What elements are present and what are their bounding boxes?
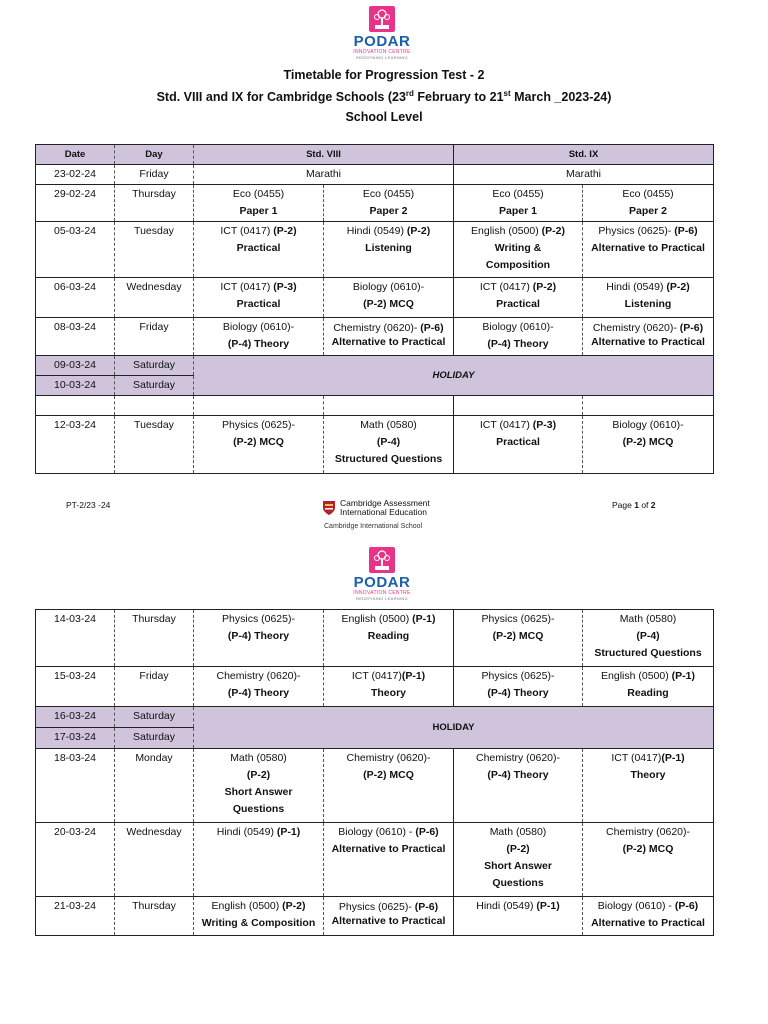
subject-cell: English (0500) (P-1) Reading [324,610,454,667]
cambridge-line3: Cambridge International School [324,523,423,530]
subject-cell: Chemistry (0620)- (P-4) Theory [454,749,583,823]
subject-cell: Marathi [454,165,714,185]
subject-cell: English (0500) (P-1) Reading [583,667,714,707]
timetable-page1 [35,144,714,474]
subject-cell: Chemistry (0620)- (P-2) MCQ [324,749,454,823]
table-row [36,667,714,707]
day-cell: Tuesday [115,222,194,278]
table-row [36,707,714,728]
subject-cell: Hindi (0549) (P-2) Listening [583,278,714,318]
subject-cell: Physics (0625)- (P-6) Alternative to Practical [324,897,454,936]
date-cell: 05-03-24 [36,222,115,278]
subject-cell: ICT (0417) (P-2) Practical [454,278,583,318]
logo-brand: PODAR [353,574,411,591]
subject-cell: Biology (0610)- (P-2) MCQ [583,416,714,474]
day-cell: Thursday [115,897,194,936]
title-line3: School Level [345,110,423,124]
subject-cell: English (0500) (P-2) Writing & Composition [194,897,324,936]
cambridge-shield-icon [322,500,336,516]
table-row [36,222,714,278]
day-cell: Friday [115,318,194,356]
day-cell: Saturday [115,707,194,728]
subject-cell: Biology (0610) - (P-6) Alternative to Practical [324,823,454,897]
day-cell: Wednesday [115,823,194,897]
day-cell: Wednesday [115,278,194,318]
podar-logo-page2 [340,547,424,601]
subject-cell: Physics (0625)- (P-6) Alternative to Practical [583,222,714,278]
table-row [36,185,714,222]
cambridge-line1: Cambridge Assessment [340,498,430,508]
day-cell: Thursday [115,610,194,667]
date-cell: 09-03-24 [36,356,115,376]
date-cell: 23-02-24 [36,165,115,185]
header-std9: Std. IX [454,145,714,165]
tree-icon [369,6,395,32]
subject-cell: Physics (0625)- (P-2) MCQ [454,610,583,667]
subject-cell: Eco (0455) Paper 2 [324,185,454,222]
subject-cell: Math (0580) (P-4) Structured Questions [324,416,454,474]
table-row [36,897,714,936]
subject-cell: Chemistry (0620)- (P-6) Alternative to Practical [324,318,454,356]
page-number: Page 1 of 2 [612,500,656,510]
header-row [36,145,714,165]
subject-cell: Eco (0455) Paper 2 [583,185,714,222]
subject-cell: ICT (0417) (P-2) Practical [194,222,324,278]
date-cell: 15-03-24 [36,667,115,707]
subject-cell: Math (0580) (P-4) Structured Questions [583,610,714,667]
logo-brand: PODAR [353,33,411,50]
podar-logo [340,6,424,60]
header-date: Date [36,145,115,165]
logo-subtitle: INNOVATION CENTRE [353,590,411,596]
subject-cell: Math (0580) (P-2) Short Answer Questions [194,749,324,823]
subject-cell: Physics (0625)- (P-4) Theory [194,610,324,667]
tree-icon [369,547,395,573]
subject-cell: Eco (0455) Paper 1 [194,185,324,222]
table-row [36,610,714,667]
subject-cell: Biology (0610) - (P-6) Alternative to Practical [583,897,714,936]
date-cell: 08-03-24 [36,318,115,356]
subject-cell: English (0500) (P-2) Writing & Composition [454,222,583,278]
subject-cell: ICT (0417) (P-3) Practical [454,416,583,474]
title-line2: Std. VIII and IX for Cambridge Schools (23rd February to 21st March _2023-24) [156,89,612,105]
logo-tagline: REDEFINING LEARNING [356,55,408,60]
subject-cell: Biology (0610)- (P-2) MCQ [324,278,454,318]
date-cell: 16-03-24 [36,707,115,728]
logo-tagline: REDEFINING LEARNING [356,596,408,601]
date-cell: 10-03-24 [36,376,115,396]
header-std8: Std. VIII [194,145,454,165]
day-cell: Friday [115,667,194,707]
date-cell: 29-02-24 [36,185,115,222]
date-cell: 20-03-24 [36,823,115,897]
date-cell: 06-03-24 [36,278,115,318]
subject-cell: ICT (0417)(P-1) Theory [583,749,714,823]
table-row [36,165,714,185]
doc-code: PT-2/23 -24 [66,500,111,510]
header-day: Day [115,145,194,165]
subject-cell: Chemistry (0620)- (P-6) Alternative to Practical [583,318,714,356]
date-cell: 18-03-24 [36,749,115,823]
subject-cell: ICT (0417)(P-1) Theory [324,667,454,707]
subject-cell: Chemistry (0620)- (P-2) MCQ [583,823,714,897]
subject-cell: Eco (0455) Paper 1 [454,185,583,222]
day-cell: Saturday [115,728,194,749]
day-cell: Monday [115,749,194,823]
holiday-label: HOLIDAY [194,707,714,749]
holiday-label: HOLIDAY [194,356,714,396]
subject-cell: Math (0580) (P-2) Short Answer Questions [454,823,583,897]
table-row [36,823,714,897]
table-row [36,318,714,356]
day-cell: Saturday [115,356,194,376]
table-row [36,749,714,823]
date-cell: 21-03-24 [36,897,115,936]
subject-cell: Biology (0610)- (P-4) Theory [454,318,583,356]
subject-cell: Hindi (0549) (P-1) [454,897,583,936]
cambridge-line2: International Education [340,507,427,517]
day-cell: Friday [115,165,194,185]
date-cell: 14-03-24 [36,610,115,667]
date-cell: 17-03-24 [36,728,115,749]
subject-cell: Chemistry (0620)- (P-4) Theory [194,667,324,707]
subject-cell: Biology (0610)- (P-4) Theory [194,318,324,356]
timetable-page2 [35,609,714,936]
subject-cell: Physics (0625)- (P-2) MCQ [194,416,324,474]
day-cell: Thursday [115,185,194,222]
subject-cell: Physics (0625)- (P-4) Theory [454,667,583,707]
day-cell: Tuesday [115,416,194,474]
logo-subtitle: INNOVATION CENTRE [353,49,411,55]
table-row [36,416,714,474]
subject-cell: Marathi [194,165,454,185]
subject-cell: Hindi (0549) (P-2) Listening [324,222,454,278]
day-cell: Saturday [115,376,194,396]
table-row-blank [36,396,714,416]
table-row [36,356,714,376]
table-row [36,278,714,318]
subject-cell: Hindi (0549) (P-1) [194,823,324,897]
subject-cell: ICT (0417) (P-3) Practical [194,278,324,318]
title-line1: Timetable for Progression Test - 2 [283,68,485,82]
date-cell: 12-03-24 [36,416,115,474]
